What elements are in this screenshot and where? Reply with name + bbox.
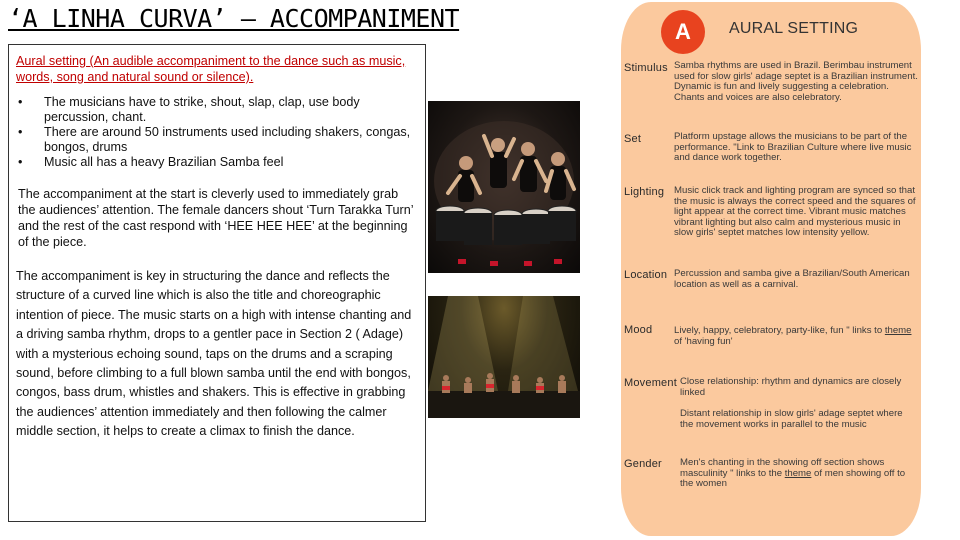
text-set: Platform upstage allows the musicians to be part of the performance. "Link to Brazilian Culture where live music and dance work together. [674,131,912,164]
text-lighting: Music click track and lighting program are synced so that the music is always the correct speed and the squares of light appear at the correct time. Vibrant music matches vibrant lighting but also calm and mysterious music in slow girls' septet matches low intensity yellow. [674,185,916,239]
intro-text: Aural setting (An audible accompaniment to the dance such as music, words, song and natural sound or silence). [16,54,406,84]
list-item: • Music all has a heavy Brazilian Samba feel [18,155,284,169]
text-box [8,44,426,522]
paragraph-structure: The accompaniment is key in structuring the dance and reflects the structure of a curved line which is also the title and choreographic intention of piece. The music starts on a high with intense chanting and a driving samba rhythm, drops to a gentler pace in Section 2 ( Adage) with a mysterious echoing sound, taps on the drums and a scraping sound, before climbing to a full blown samba until the end with bongos, congos, bass drum, whistles and shakers. This is effective in grabbing the audiences’ attention immediately and then following the calmer middle section, it helps to create a climax to finish the dance. [16,269,412,439]
panel-title: AURAL SETTING [729,20,859,37]
text-mood: Lively, happy, celebratory, party-like, fun " links to theme of 'having fun' [674,325,912,347]
bullet-icon: • [18,125,23,139]
text-movement-close: Close relationship: rhythm and dynamics are closely linked [680,376,902,398]
bullet-list [16,95,418,170]
label-set: Set [624,133,642,145]
text-location: Percussion and samba give a Brazilian/South American location as well as a carnival. [674,268,910,290]
label-lighting: Lighting [624,186,665,198]
list-item: • The musicians have to strike, shout, slap, clap, use body percussion, chant. [18,95,360,124]
bullet-icon: • [18,155,23,169]
paragraph-attention: The accompaniment at the start is cleverly used to immediately grab the audiences’ attention. The female dancers shout ‘Turn Tarakka Turn’ and the rest of the cast respond with ‘HEE HEE HEE’ at the beginning of the piece. [18,187,414,249]
label-location: Location [624,269,668,281]
text-stimulus: Samba rhythms are used in Brazil. Berimbau instrument used for slow girls' adage septet is a Brazilian instrument. Dynamic is fun and lively suggesting a celebration. Chants and voices are also celebratory. [674,60,918,103]
text-movement-distant: Distant relationship in slow girls' adage septet where the movement works in parallel to the music [680,408,903,430]
label-mood: Mood [624,324,653,336]
dancers-photo [428,296,580,418]
list-item: • There are around 50 instruments used including shakers, congas, bongos, drums [18,125,411,154]
aural-setting-panel [621,2,921,536]
bullet-icon: • [18,95,23,109]
label-stimulus: Stimulus [624,62,668,74]
badge-a: A [661,10,705,54]
drummers-photo [428,101,580,273]
page-title: ‘A LINHA CURVA’ – ACCOMPANIMENT [8,4,460,33]
label-gender: Gender [624,458,662,470]
text-gender: Men's chanting in the showing off section shows masculinity " links to the theme of men showing off to the women [680,457,906,490]
label-movement: Movement [624,377,677,389]
